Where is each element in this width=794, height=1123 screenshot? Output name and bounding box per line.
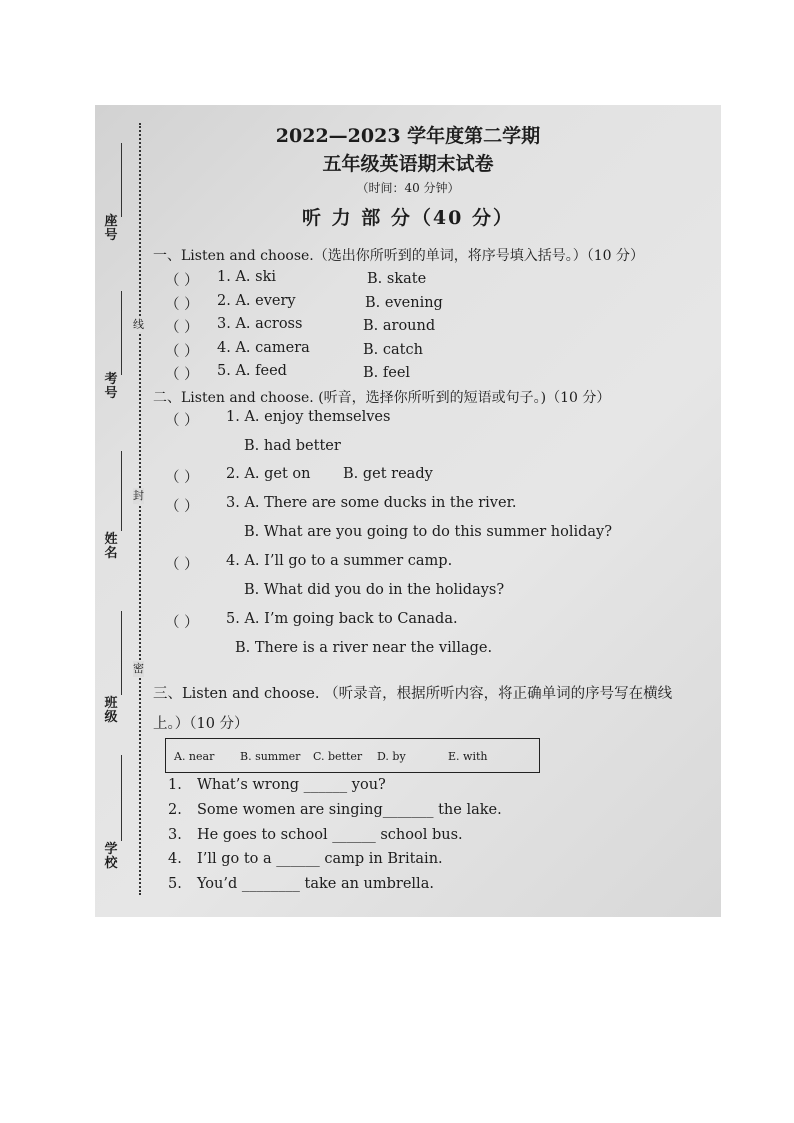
binding-marker: 线 [133, 318, 144, 331]
part2-option-b: B. get ready [343, 466, 433, 482]
fill-blank-sentence: He goes to school ______ school bus. [197, 827, 463, 843]
fill-line-exam-number[interactable] [121, 291, 122, 375]
fill-line-school[interactable] [121, 755, 122, 841]
label-school: 学校 [104, 842, 118, 871]
part1-option-a: 1. A. ski [217, 269, 276, 285]
part1-option-a: 3. A. across [217, 316, 303, 332]
binding-marker: 密 [133, 662, 144, 675]
part3-heading: 三、Listen and choose. （听录音，根据所听内容，将正确单词的序号写在横线 [153, 686, 673, 702]
part2-option-a: 3. A. There are some ducks in the river. [226, 495, 517, 511]
exam-paper-photo [95, 105, 721, 917]
answer-paren[interactable]: （ ） [165, 557, 199, 573]
part1-option-b: B. skate [367, 271, 427, 287]
part3-heading-cont: 上。）（10 分） [153, 716, 249, 732]
word-option: D. by [377, 750, 406, 763]
part2-option-b: B. There is a river near the village. [235, 640, 493, 656]
fill-blank-sentence: I’ll go to a ______ camp in Britain. [197, 851, 443, 867]
answer-paren[interactable]: （ ） [165, 273, 199, 289]
question-number: 2. [168, 802, 182, 818]
label-class: 班级 [104, 696, 118, 725]
part2-option-a: 2. A. get on [226, 466, 311, 482]
label-seat-number: 座号 [104, 214, 118, 243]
fill-blank-sentence: What’s wrong ______ you? [197, 777, 386, 793]
part1-option-b: B. around [363, 318, 436, 334]
label-exam-number: 考号 [104, 372, 118, 401]
answer-paren[interactable]: （ ） [165, 297, 199, 313]
part1-option-b: B. evening [365, 295, 443, 311]
answer-paren[interactable]: （ ） [165, 367, 199, 383]
part1-option-b: B. feel [363, 365, 411, 381]
label-name: 姓名 [104, 532, 118, 561]
part1-option-a: 5. A. feed [217, 363, 287, 379]
answer-paren[interactable]: （ ） [165, 615, 199, 631]
binding-marker: 封 [133, 489, 144, 502]
part2-option-b: B. What are you going to do this summer holiday? [244, 524, 612, 540]
word-option: A. near [174, 750, 215, 763]
question-number: 4. [168, 851, 182, 867]
word-bank-box [165, 738, 540, 773]
question-number: 1. [168, 777, 182, 793]
word-option: C. better [313, 750, 363, 763]
answer-paren[interactable]: （ ） [165, 470, 199, 486]
part2-option-b: B. What did you do in the holidays? [244, 582, 505, 598]
part2-option-a: 5. A. I’m going back to Canada. [226, 611, 458, 627]
fill-line-name[interactable] [121, 451, 122, 531]
part1-heading: 一、Listen and choose.（选出你所听到的单词，将序号填入括号。）（10 分） [153, 248, 645, 264]
part2-heading: 二、Listen and choose. (听音，选择你所听到的短语或句子。)（10 分） [153, 390, 611, 406]
answer-paren[interactable]: （ ） [165, 320, 199, 336]
answer-paren[interactable]: （ ） [165, 413, 199, 429]
word-option: E. with [448, 750, 488, 763]
part1-option-a: 2. A. every [217, 293, 296, 309]
part2-option-a: 4. A. I’ll go to a summer camp. [226, 553, 453, 569]
exam-title-name: 五年级英语期末试卷 [322, 153, 494, 175]
answer-paren[interactable]: （ ） [165, 344, 199, 360]
part2-option-b: B. had better [244, 438, 341, 454]
question-number: 3. [168, 827, 182, 843]
answer-paren[interactable]: （ ） [165, 499, 199, 515]
part2-option-a: 1. A. enjoy themselves [226, 409, 391, 425]
exam-time: （时间：40 分钟） [356, 181, 460, 195]
part1-option-b: B. catch [363, 342, 423, 358]
question-number: 5. [168, 876, 182, 892]
word-option: B. summer [240, 750, 301, 763]
fill-line-class[interactable] [121, 611, 122, 695]
part1-option-a: 4. A. camera [217, 340, 310, 356]
section-title: 听 力 部 分（40 分） [302, 207, 514, 229]
fill-blank-sentence: You’d ________ take an umbrella. [197, 876, 434, 892]
exam-title-year: 2022—2023 学年度第二学期 [275, 125, 541, 147]
fill-blank-sentence: Some women are singing_______ the lake. [197, 802, 502, 818]
binding-dotted-line [139, 123, 141, 895]
